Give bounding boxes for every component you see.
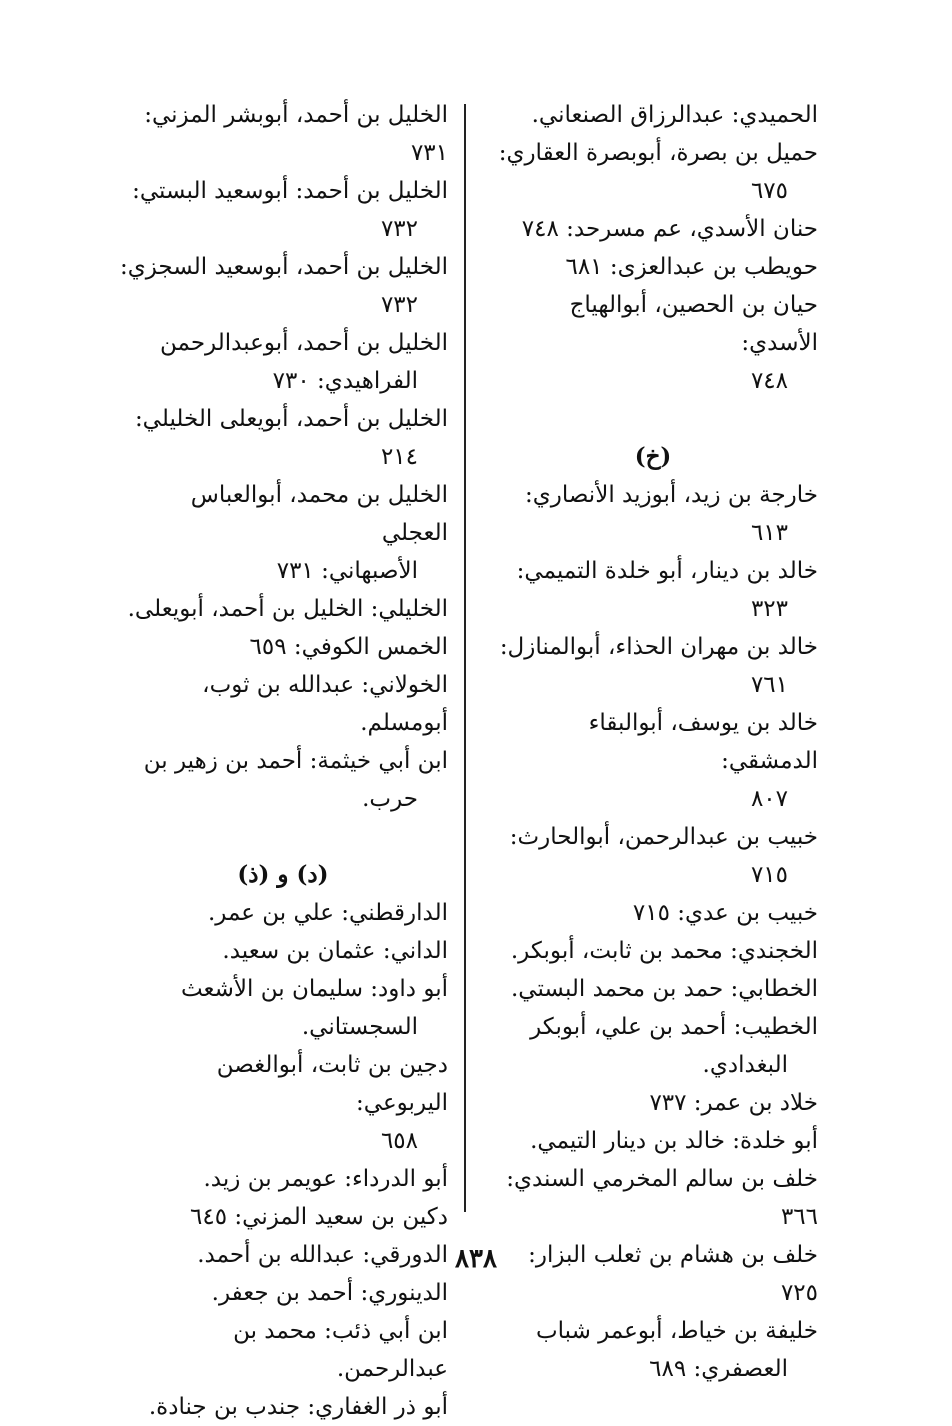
index-entry <box>488 932 818 970</box>
index-entry <box>118 628 448 666</box>
entry-continuation: ٦٧٥ <box>750 178 788 204</box>
index-entry <box>118 970 448 1046</box>
index-entry <box>488 210 818 248</box>
page-number: ٨٣٨ <box>455 1244 497 1274</box>
left-entries-dal <box>118 894 448 1426</box>
index-entry <box>118 96 448 172</box>
entry-text: خالد بن مهران الحذاء، أبوالمنازل: <box>499 634 818 660</box>
index-entry <box>488 96 818 134</box>
index-entry <box>118 1312 448 1388</box>
index-entry <box>118 666 448 742</box>
entry-continuation: ٨٠٧ <box>750 786 788 812</box>
index-entry <box>118 742 448 818</box>
index-entry <box>488 476 818 552</box>
entry-text: الخليل بن أحمد، أبوبشر المزني: ٧٣١ <box>144 102 448 166</box>
index-entry <box>118 172 448 248</box>
entry-text: الخطابي: حمد بن محمد البستي. <box>511 976 818 1002</box>
entry-text: دجين بن ثابت، أبوالغصن اليربوعي: <box>216 1052 448 1116</box>
entry-text: الدينوري: أحمد بن جعفر. <box>211 1280 448 1306</box>
entry-text: دكين بن سعيد المزني: ٦٤٥ <box>190 1204 448 1230</box>
entry-text: خليفة بن خياط، أبوعمر شباب <box>535 1318 818 1344</box>
entry-text: حويطب بن عبدالعزى: ٦٨١ <box>565 254 818 280</box>
entry-text: الخمس الكوفي: ٦٥٩ <box>249 634 448 660</box>
entry-text: خالد بن يوسف، أبوالبقاء الدمشقي: <box>588 710 818 774</box>
index-entry <box>118 1046 448 1160</box>
entry-continuation: الأصبهاني: ٧٣١ <box>276 558 418 584</box>
entry-text: الخليل بن أحمد: أبوسعيد البستي: <box>132 178 448 204</box>
entry-text: حنان الأسدي، عم مسرحد: ٧٤٨ <box>521 216 818 242</box>
index-entry <box>488 704 818 818</box>
section-heading-kha: (خ) <box>634 443 672 470</box>
entry-text: ابن أبي ذئب: محمد بن عبدالرحمن. <box>233 1318 448 1382</box>
index-entry <box>488 628 818 704</box>
entry-text: أبو الدرداء: عويمر بن زيد. <box>203 1166 448 1192</box>
entry-text: الدارقطني: علي بن عمر. <box>207 900 448 926</box>
left-column <box>118 96 448 1426</box>
index-entry <box>488 894 818 932</box>
entry-text: خلاد بن عمر: ٧٣٧ <box>649 1090 818 1116</box>
index-entry <box>118 1198 448 1236</box>
entry-text: خلف بن هشام بن ثعلب البزار: ٧٢٥ <box>528 1242 818 1306</box>
entry-text: الداني: عثمان بن سعيد. <box>222 938 448 964</box>
index-entry <box>118 590 448 628</box>
entry-text: الخليلي: الخليل بن أحمد، أبويعلى. <box>127 596 448 622</box>
index-entry <box>118 1274 448 1312</box>
entry-continuation: حرب. <box>362 786 418 812</box>
right-column <box>488 96 818 1388</box>
index-entry <box>488 552 818 628</box>
entry-text: خبيب بن عدي: ٧١٥ <box>632 900 818 926</box>
index-entry <box>118 1388 448 1426</box>
entry-continuation: ٧٤٨ <box>750 368 788 394</box>
index-entry <box>118 932 448 970</box>
section-heading-dal-dhal: (د) و (ذ) <box>237 861 329 888</box>
index-entry <box>488 1160 818 1236</box>
column-divider <box>464 104 466 1212</box>
entry-continuation: ٧٦١ <box>750 672 788 698</box>
entry-text: أبو ذر الغفاري: جندب بن جنادة. <box>148 1394 448 1420</box>
entry-continuation: ٦٥٨ <box>380 1128 418 1154</box>
entry-text: الخطيب: أحمد بن علي، أبوبكر <box>530 1014 818 1040</box>
index-entry <box>118 476 448 590</box>
entry-text: ابن أبي خيثمة: أحمد بن زهير بن <box>143 748 448 774</box>
entry-continuation: ٧٣٢ <box>380 292 418 318</box>
index-entry <box>118 1160 448 1198</box>
index-entry <box>488 134 818 210</box>
index-entry <box>488 286 818 400</box>
entry-continuation: العصفري: ٦٨٩ <box>649 1356 788 1382</box>
entry-continuation: ٦١٣ <box>750 520 788 546</box>
entry-continuation: ٧١٥ <box>750 862 788 888</box>
entry-continuation: السجستاني. <box>301 1014 418 1040</box>
entry-text: خلف بن سالم المخرمي السندي: ٣٦٦ <box>506 1166 818 1230</box>
entry-text: الدورقي: عبدالله بن أحمد. <box>197 1242 448 1268</box>
entry-text: الخولاني: عبدالله بن ثوب، أبومسلم. <box>202 672 448 736</box>
right-entries-ha <box>488 96 818 400</box>
index-entry <box>118 400 448 476</box>
entry-text: خارجة بن زيد، أبوزيد الأنصاري: <box>524 482 818 508</box>
entry-text: خالد بن دينار، أبو خلدة التميمي: <box>516 558 818 584</box>
index-entry <box>488 1008 818 1084</box>
left-entries-kha <box>118 96 448 818</box>
entry-text: أبو داود: سليمان بن الأشعث <box>180 976 448 1002</box>
entry-text: خبيب بن عبدالرحمن، أبوالحارث: <box>509 824 818 850</box>
entry-continuation: ٣٢٣ <box>750 596 788 622</box>
index-entry <box>118 894 448 932</box>
index-entry <box>488 970 818 1008</box>
index-entry <box>488 1122 818 1160</box>
index-entry <box>488 1084 818 1122</box>
entry-text: أبو خلدة: خالد بن دينار التيمي. <box>530 1128 818 1154</box>
entry-text: حميل بن بصرة، أبوبصرة العقاري: <box>498 140 818 166</box>
entry-text: الخليل بن أحمد، أبوعبدالرحمن <box>160 330 448 356</box>
index-entry <box>488 248 818 286</box>
entry-text: الخليل بن محمد، أبوالعباس العجلي <box>190 482 448 546</box>
entry-text: الخليل بن أحمد، أبويعلى الخليلي: <box>134 406 448 432</box>
entry-text: الحميدي: عبدالرزاق الصنعاني. <box>531 102 818 128</box>
entry-text: حيان بن الحصين، أبوالهياج الأسدي: <box>569 292 818 356</box>
index-entry <box>118 248 448 324</box>
index-entry <box>118 324 448 400</box>
entry-continuation: الفراهيدي: ٧٣٠ <box>272 368 418 394</box>
entry-continuation: البغدادي. <box>702 1052 788 1078</box>
entry-text: الخجندي: محمد بن ثابت، أبوبكر. <box>510 938 818 964</box>
index-entry <box>488 1312 818 1388</box>
entry-text: الخليل بن أحمد، أبوسعيد السجزي: <box>119 254 448 280</box>
index-entry <box>488 818 818 894</box>
entry-continuation: ٧٣٢ <box>380 216 418 242</box>
entry-continuation: ٢١٤ <box>380 444 418 470</box>
